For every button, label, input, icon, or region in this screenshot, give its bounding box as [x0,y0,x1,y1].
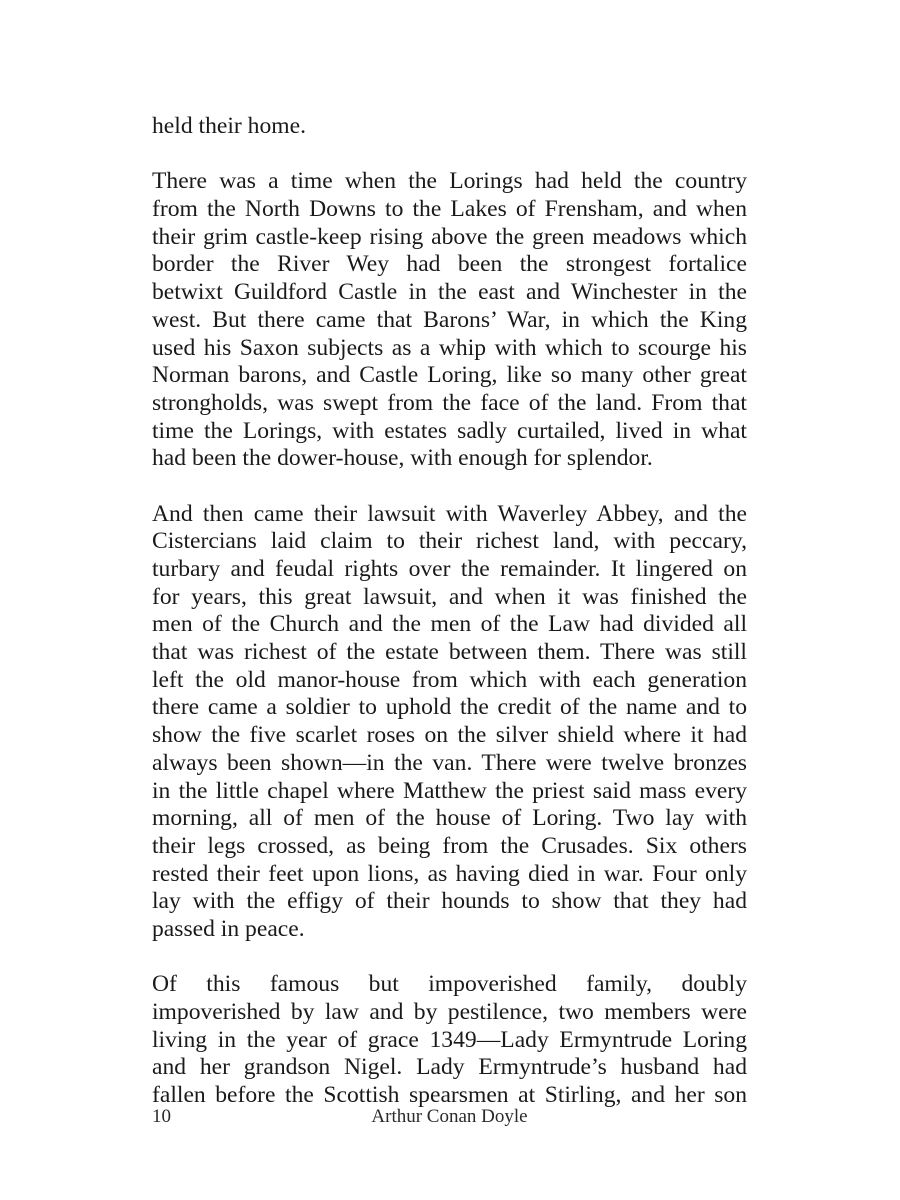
text-line: time the Lorings, with estates sadly curtailed, lived in what [152,417,747,444]
text-line: Of this famous but impoverished family, doubly [152,971,747,998]
text-line: morning, all of men of the house of Loring. Two lay with [152,805,747,832]
text-line: from the North Downs to the Lakes of Frensham, and when [152,196,747,223]
text-line: show the five scarlet roses on the silver shield where it had [152,722,747,749]
text-line: fallen before the Scottish spearsmen at Stirling, and her son [152,1082,747,1109]
text-line: used his Saxon subjects as a whip with which to scourge his [152,334,747,361]
text-line: And then came their lawsuit with Waverley Abbey, and the [152,500,747,527]
text-line: always been shown—in the van. There were twelve bronzes [152,749,747,776]
text-line: border the River Wey had been the strongest fortalice [152,251,747,278]
body-text [152,113,747,1137]
text-line: betwixt Guildford Castle in the east and Winchester in the [152,279,747,306]
text-line: Norman barons, and Castle Loring, like so many other great [152,362,747,389]
text-line: There was a time when the Lorings had held the country [152,168,747,195]
text-line: turbary and feudal rights over the remainder. It lingered on [152,556,747,582]
page-number: 10 [152,1106,171,1127]
text-line: strongholds, was swept from the face of the land. From that [152,389,747,416]
paragraph [152,971,747,1109]
text-line: their grim castle-keep rising above the green meadows which [152,223,747,250]
text-line: for years, this great lawsuit, and when it was finished the [152,583,747,610]
page-footer [152,1106,747,1134]
text-line: passed in peace. [152,915,305,942]
text-line: held their home. [152,113,306,139]
paragraph [152,168,747,473]
text-line: impoverished by law and by pestilence, two members were [152,999,747,1025]
text-line: had been the dower-house, with enough for splendor. [152,445,653,472]
text-line: their legs crossed, as being from the Crusades. Six others [152,832,747,859]
text-line: living in the year of grace 1349—Lady Ermyntrude Loring [152,1026,747,1053]
text-line: rested their feet upon lions, as having died in war. Four only [152,860,747,887]
text-line: lay with the effigy of their hounds to show that they had [152,888,747,915]
text-line: men of the Church and the men of the Law had divided all [152,611,747,638]
text-line: Cistercians laid claim to their richest land, with peccary, [152,528,747,555]
text-line: and her grandson Nigel. Lady Ermyntrude’s husband had [152,1054,747,1081]
running-footer-author: Arthur Conan Doyle [371,1106,528,1127]
text-line: in the little chapel where Matthew the priest said mass every [152,777,747,804]
text-line: left the old manor-house from which with each generation [152,666,747,693]
text-line: that was richest of the estate between them. There was still [152,639,747,666]
paragraph [152,501,747,944]
text-line: west. But there came that Barons’ War, in which the King [152,306,747,333]
text-line: there came a soldier to uphold the credit of the name and to [152,694,747,721]
paragraph [152,113,747,141]
